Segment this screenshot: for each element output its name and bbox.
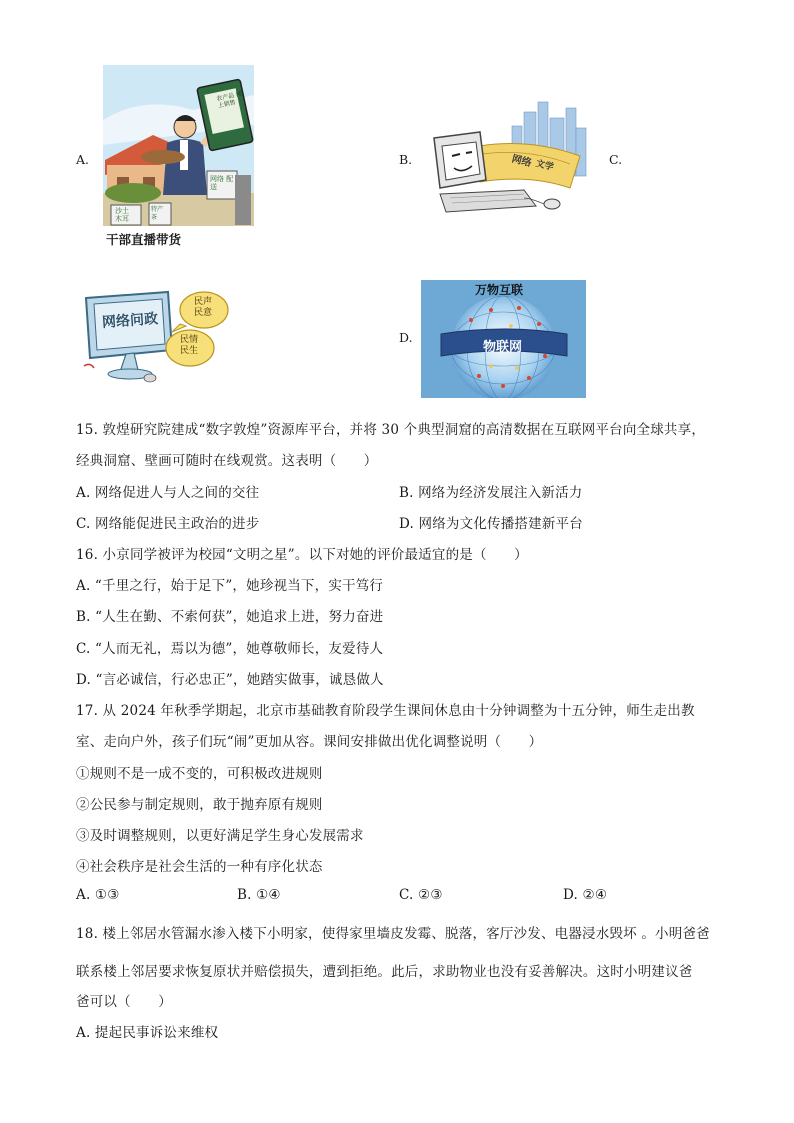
option-b-image <box>420 98 588 220</box>
q15-option-a: A. 网络促进人与人之间的交往 <box>76 485 260 501</box>
option-d-image <box>421 280 586 398</box>
q17-option-b: B. ①④ <box>237 887 281 903</box>
iot-band-text: 物联网 <box>483 340 523 355</box>
q17-option-c: C. ②③ <box>399 887 443 903</box>
q16-stem: 16. 小京同学被评为校园“文明之星”。以下对她的评价最适宜的是（ ） <box>76 547 528 563</box>
q16-option-d: D. “言必诚信，行必忠正”，她踏实做事，诚恳做人 <box>76 672 384 688</box>
option-d-label: D. <box>399 330 413 345</box>
q18-stem-line2: 联系楼上邻居要求恢复原状并赔偿损失，遭到拒绝。此后，求助物业也没有妥善解决。这时小明建议爸 <box>76 964 693 980</box>
q16-option-c: C. “人而无礼，焉以为德”，她尊敬师长，友爱待人 <box>76 641 384 657</box>
book-label-literature: 文学 <box>534 158 555 173</box>
tea-box-label: 特产 茶 <box>151 206 164 221</box>
q15-stem-line1: 15. 敦煌研究院建成“数字敦煌”资源库平台，并将 30 个典型洞窟的高清数据在互联网平台向全球共享， <box>76 422 706 438</box>
monitor-screen-text: 网络问政 <box>101 311 159 331</box>
option-a-label: A. <box>76 152 90 167</box>
option-c-label: C. <box>609 152 623 167</box>
option-b-label: B. <box>399 152 413 167</box>
q18-option-a: A. 提起民事诉讼来维权 <box>76 1025 219 1041</box>
iot-title-text: 万物互联 <box>475 283 524 297</box>
q16-option-b: B. “人生在勤、不索何获”，她追求上进，努力奋进 <box>76 609 384 625</box>
q17-statement-2: ②公民参与制定规则，敢于抛弃原有规则 <box>76 797 323 813</box>
book-label-network: 网络 <box>510 153 533 170</box>
q18-stem-line3: 爸可以（ ） <box>76 994 172 1010</box>
q15-stem-line2: 经典洞窟、壁画可随时在线观赏。这表明（ ） <box>76 453 378 469</box>
livestream-cartoon-illustration <box>103 65 254 226</box>
q17-stem-line2: 室、走向户外，孩子们玩“闹”更加从容。课间安排做出优化调整说明（ ） <box>76 734 543 750</box>
q17-option-a: A. ①③ <box>76 887 120 903</box>
q18-stem-line1: 18. 楼上邻居水管漏水渗入楼下小明家，使得家里墙皮发霉、脱落，客厅沙发、电器浸水毁坏 。小明爸爸 <box>76 926 710 942</box>
q15-option-c: C. 网络能促进民主政治的进步 <box>76 516 260 532</box>
option-c-image <box>76 286 232 386</box>
delivery-box-label: 网络 配送 <box>210 175 234 191</box>
q17-option-d: D. ②④ <box>563 887 608 903</box>
q17-stem-line1: 17. 从 2024 年秋季学期起，北京市基础教育阶段学生课间休息由十分钟调整为十五分钟，师生走出教 <box>76 703 695 719</box>
q17-statement-3: ③及时调整规则，以更好满足学生身心发展需求 <box>76 828 364 844</box>
option-a-caption: 干部直播带货 <box>106 232 182 247</box>
farm-sale-sign: 农产品 网上销售 <box>215 90 243 110</box>
q17-statement-4: ④社会秩序是社会生活的一种有序化状态 <box>76 859 323 875</box>
online-literature-illustration <box>420 98 588 220</box>
bubble-text-1: 民声 民意 <box>194 297 213 318</box>
fungus-box-label: 沙土 木耳 <box>115 207 129 223</box>
q15-option-b: B. 网络为经济发展注入新活力 <box>399 485 583 501</box>
q15-option-d: D. 网络为文化传播搭建新平台 <box>399 516 583 532</box>
option-a-image <box>103 65 254 226</box>
q16-option-a: A. “千里之行，始于足下”，她珍视当下，实干笃行 <box>76 578 384 594</box>
q17-statement-1: ①规则不是一成不变的，可积极改进规则 <box>76 766 323 782</box>
bubble-text-2: 民情 民生 <box>180 335 199 356</box>
